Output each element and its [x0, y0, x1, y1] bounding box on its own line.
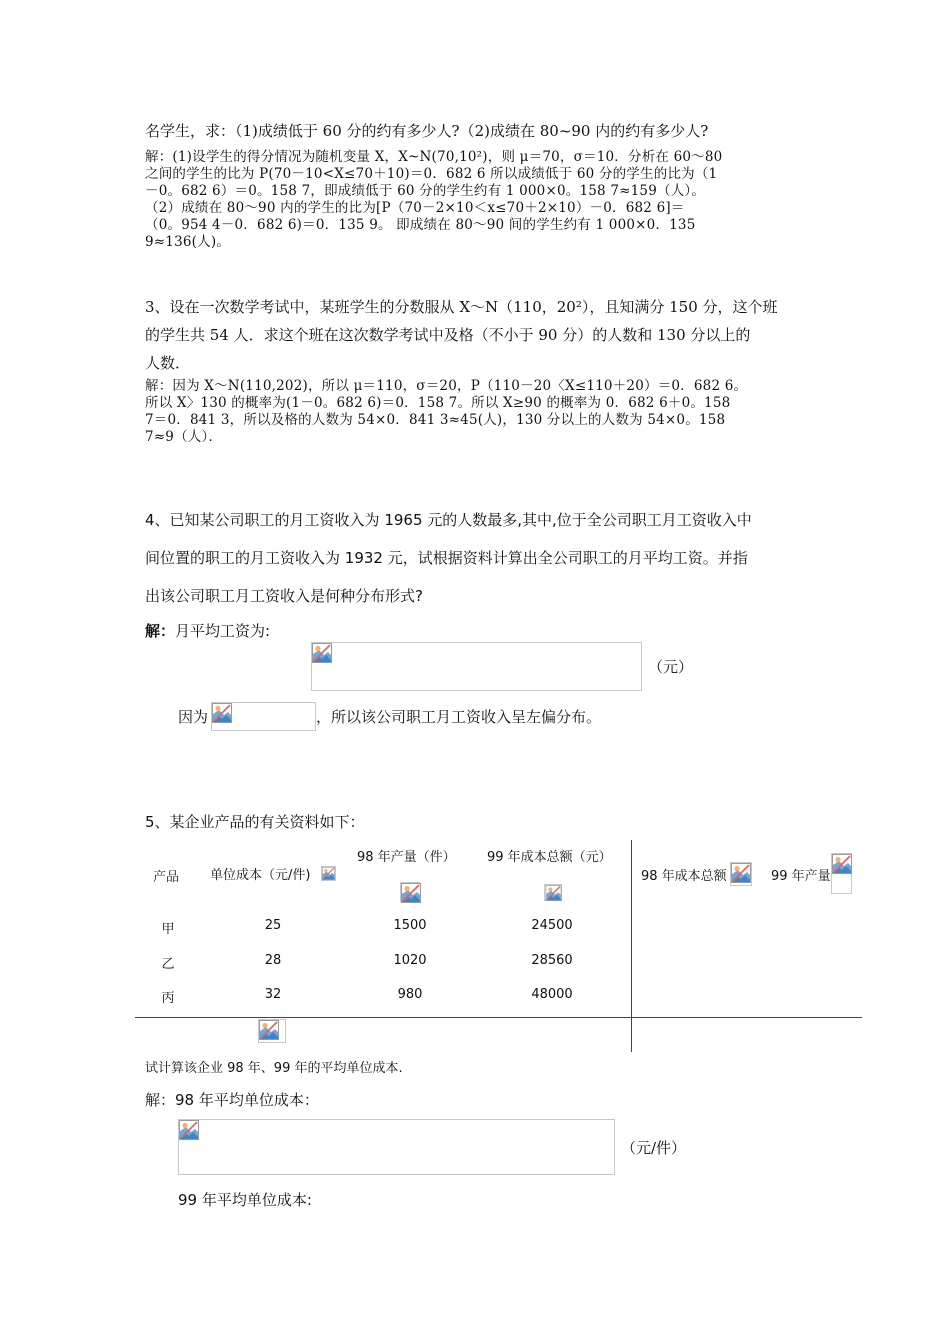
- broken-image-icon: [322, 867, 335, 880]
- solution-text: 月平均工资为:: [175, 622, 271, 640]
- table-cell: 甲: [161, 922, 175, 937]
- table-header: 产品: [153, 870, 180, 885]
- table-cell: 32: [264, 987, 282, 1002]
- q2-solution-line: 之间的学生的比为 P(70－10<X≤70＋10)＝0．682 6 所以成绩低于 60 分的学生的比为（1: [145, 166, 718, 182]
- q3-solution-line: 7＝0．841 3，所以及格的人数为 54×0．841 3≈45(人)，130 分以上的人数为 54×0。158: [145, 412, 726, 428]
- table-header: 98 年成本总额: [641, 869, 727, 884]
- table-divider-horizontal: [135, 1017, 862, 1018]
- table-cell: 980: [397, 987, 423, 1002]
- table-cell: 1020: [393, 953, 427, 968]
- q4-because-label: 因为: [178, 708, 209, 726]
- header-image: [321, 866, 336, 881]
- q4-unit: （元）: [648, 658, 694, 676]
- q2-solution-line: （2）成绩在 80～90 内的学生的比为[P（70－2×10＜x≤70＋2×10）－0．682 6]＝: [145, 200, 685, 216]
- q3-solution-line: 解：因为 X～N(110,202)，所以 μ＝110，σ＝20，P（110－20〈X≤110＋20）＝0．682 6。: [145, 378, 748, 394]
- q3-question-line: 3、设在一次数学考试中，某班学生的分数服从 X～N（110，20²），且知满分 150 分，这个班: [145, 298, 778, 316]
- table-cell: 乙: [161, 957, 175, 972]
- q5-solution-98: 解：98 年平均单位成本：: [145, 1091, 319, 1109]
- table-header: 98 年产量（件）: [357, 850, 456, 865]
- broken-image-icon: [259, 1020, 279, 1040]
- table-cell: 丙: [161, 991, 175, 1006]
- q2-solution-line: 解：(1)设学生的得分情况为随机变量 X，X~N(70,10²)，则 μ＝70，σ＝10．分析在 60～80: [145, 149, 723, 165]
- q3-solution-line: 所以 X〉130 的概率为(1－0。682 6)＝0．158 7。所以 X≥90 的概率为 0．682 6＋0。158: [145, 395, 731, 411]
- broken-image-icon: [545, 885, 562, 901]
- header-image: [400, 882, 420, 902]
- formula-image: [178, 1119, 615, 1175]
- table-cell: 28560: [531, 953, 573, 968]
- broken-image-icon: [212, 703, 232, 723]
- q3-question-line: 人数．: [145, 354, 191, 372]
- broken-image-icon: [731, 863, 751, 883]
- broken-image-icon: [832, 854, 852, 874]
- q4-question-line: 出该公司职工月工资收入是何种分布形式?: [145, 587, 423, 605]
- table-divider-vertical: [631, 840, 632, 1052]
- table-header: 单位成本（元/件): [210, 868, 311, 883]
- table-cell: 28: [264, 953, 282, 968]
- q2-solution-line: 9≈136(人)。: [145, 234, 231, 250]
- q5-task: 试计算该企业 98 年、99 年的平均单位成本.: [145, 1061, 403, 1076]
- q5-question: 5、某企业产品的有关资料如下：: [145, 813, 365, 831]
- broken-image-icon: [401, 883, 421, 903]
- q2-solution-line: －0。682 6）＝0。158 7，即成绩低于 60 分的学生约有 1 000×0。158 7≈159（人）。: [145, 183, 706, 199]
- q4-question-line: 4、已知某公司职工的月工资收入为 1965 元的人数最多,其中,位于全公司职工月工资收入中: [145, 511, 752, 529]
- table-header: 99 年成本总额（元）: [487, 850, 612, 865]
- header-image: [831, 853, 852, 894]
- formula-image: [311, 642, 642, 691]
- table-cell: 48000: [531, 987, 573, 1002]
- table-footer-image: [258, 1019, 286, 1043]
- broken-image-icon: [312, 643, 332, 663]
- q2-question-tail: 名学生，求：（1)成绩低于 60 分的约有多少人?（2)成绩在 80~90 内的约有多少人?: [145, 122, 709, 140]
- q4-solution-intro: [145, 620, 270, 642]
- table-cell: 1500: [393, 918, 427, 933]
- q2-solution-line: （0。954 4－0．682 6)＝0．135 9。 即成绩在 80～90 间的学生约有 1 000×0．135: [145, 217, 696, 233]
- header-image: [730, 862, 752, 886]
- table-cell: 24500: [531, 918, 573, 933]
- q5-unit: （元/件）: [621, 1139, 687, 1157]
- broken-image-icon: [179, 1120, 199, 1140]
- formula-image: [211, 702, 316, 731]
- q3-solution-line: 7≈9（人）．: [145, 429, 223, 445]
- q3-question-line: 的学生共 54 人．求这个班在这次数学考试中及格（不小于 90 分）的人数和 130 分以上的: [145, 326, 751, 344]
- table-cell: 25: [264, 918, 282, 933]
- solution-label: 解：: [145, 622, 176, 640]
- q4-question-line: 间位置的职工的月工资收入为 1932 元，试根据资料计算出全公司职工的月平均工资。并指: [145, 549, 748, 567]
- q5-solution-99: 99 年平均单位成本:: [178, 1191, 312, 1209]
- q4-because-rest: ，所以该公司职工月工资收入呈左偏分布。: [316, 708, 602, 726]
- header-image: [544, 884, 562, 901]
- table-header: 99 年产量: [771, 869, 831, 884]
